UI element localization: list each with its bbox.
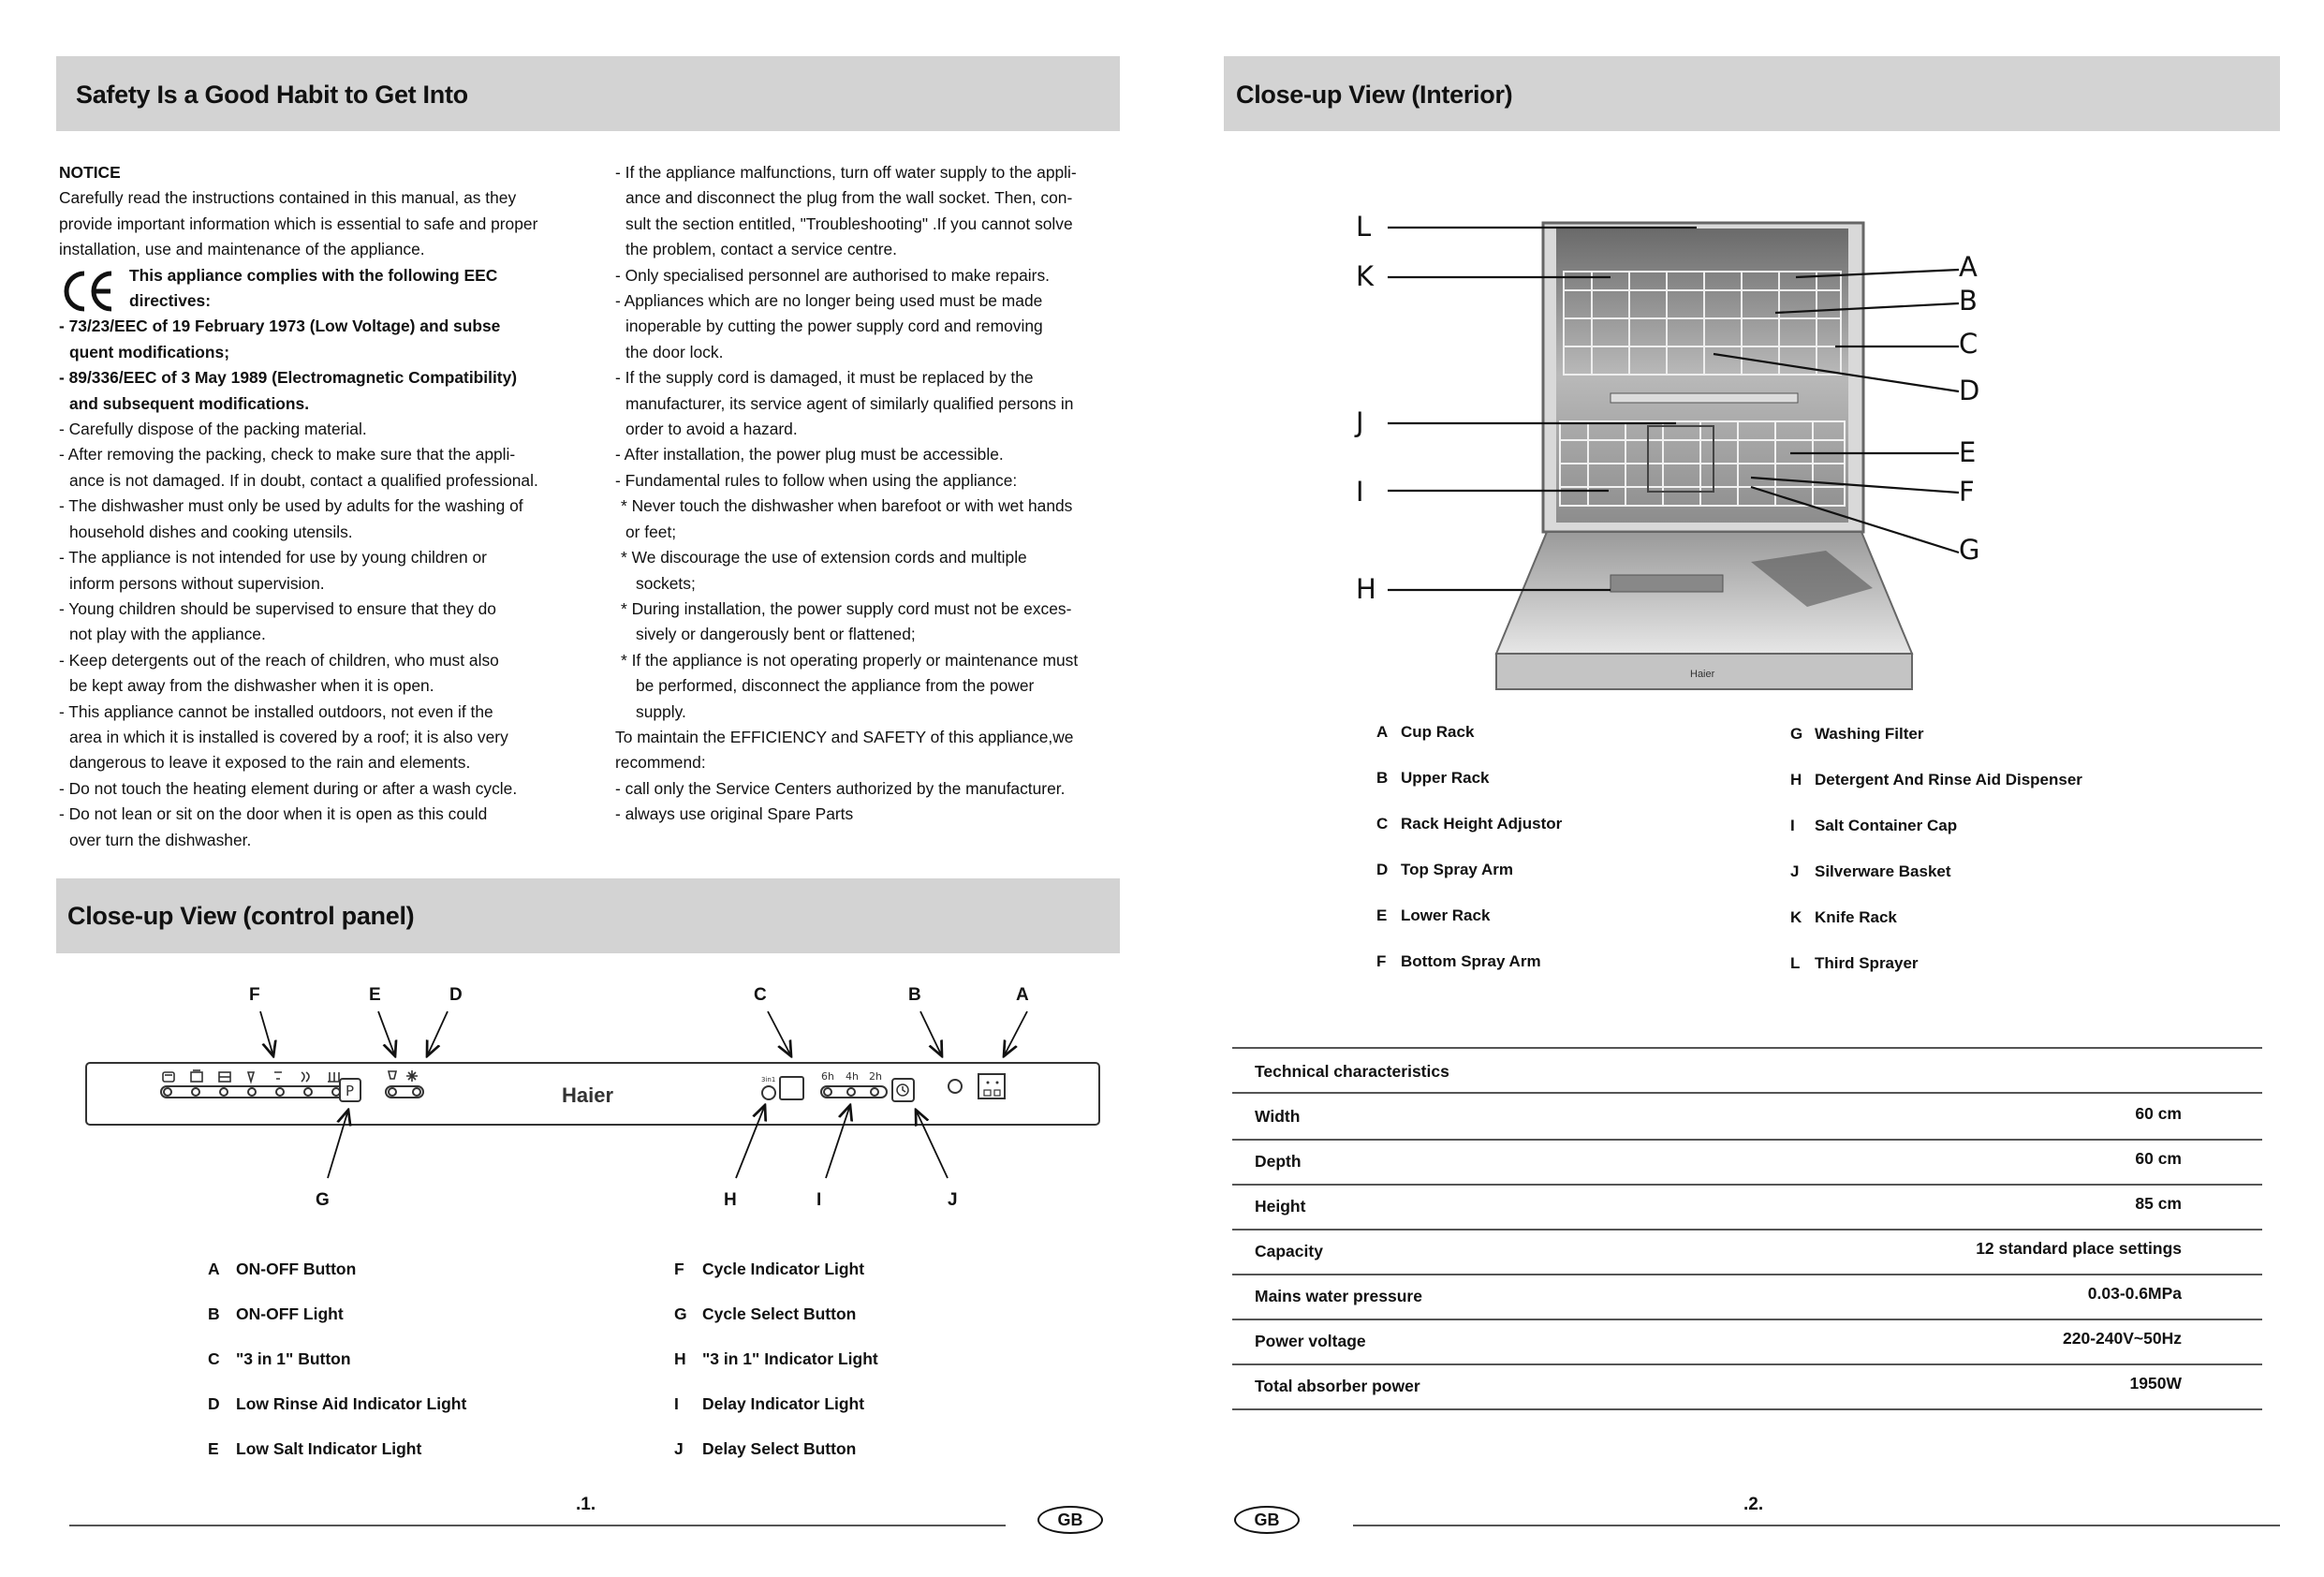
page-number-left: .1. xyxy=(576,1495,596,1514)
parts-legend-item-j xyxy=(1790,862,1951,881)
safety-col2-line: - call only the Service Centers authorized by the manufacturer. xyxy=(615,778,1066,798)
safety-col1-line: household dishes and cooking utensils. xyxy=(69,522,353,541)
parts-legend-key: D xyxy=(1376,861,1389,878)
control-legend-item-i xyxy=(674,1394,864,1414)
interior-label-j: J xyxy=(1356,406,1364,438)
safety-col1-line: This appliance complies with the following EEC xyxy=(129,265,498,285)
interior-label-h: H xyxy=(1356,573,1376,605)
safety-col1-line: ance is not damaged. If in doubt, contact a qualified professional. xyxy=(69,470,538,490)
control-legend-item-g xyxy=(674,1304,856,1324)
control-legend-label: Cycle Indicator Light xyxy=(702,1260,865,1278)
safety-col2-line: * During installation, the power supply cord must not be exces- xyxy=(621,598,1072,618)
on-off-button xyxy=(978,1074,1005,1098)
tech-row xyxy=(1232,1139,2262,1186)
control-legend-label: "3 in 1" Button xyxy=(236,1349,351,1368)
control-legend-label: Cycle Select Button xyxy=(702,1304,857,1323)
parts-legend-label: Cup Rack xyxy=(1401,723,1475,741)
page-number-right: .2. xyxy=(1743,1495,1764,1514)
tech-header-row xyxy=(1232,1049,2262,1094)
safety-column-1 xyxy=(59,160,583,853)
tech-label: Total absorber power xyxy=(1255,1377,1420,1395)
tech-value: 220-240V~50Hz xyxy=(2063,1329,2182,1348)
callout-H: H xyxy=(724,1190,737,1210)
safety-col2-line: - After installation, the power plug must be accessible. xyxy=(615,445,1004,464)
parts-legend-key: I xyxy=(1790,817,1795,834)
control-legend-item-b xyxy=(208,1304,344,1324)
interior-label-l: L xyxy=(1356,211,1372,243)
safety-col1-line: dangerous to leave it exposed to the rain and elements. xyxy=(69,753,471,773)
safety-col1-line: inform persons without supervision. xyxy=(69,573,325,593)
tech-row xyxy=(1232,1274,2262,1320)
parts-legend-label: Salt Container Cap xyxy=(1815,817,1958,834)
tech-row xyxy=(1232,1363,2262,1410)
control-legend-item-a xyxy=(208,1260,356,1279)
tech-title: Technical characteristics xyxy=(1255,1062,1449,1081)
callout-I: I xyxy=(816,1190,822,1210)
control-legend-key: D xyxy=(208,1394,220,1413)
interior-title: Close-up View (Interior) xyxy=(1236,81,1513,109)
safety-col2-line: or feet; xyxy=(625,522,677,541)
parts-legend-label: Upper Rack xyxy=(1401,769,1490,787)
parts-legend-label: Detergent And Rinse Aid Dispenser xyxy=(1815,771,2082,788)
safety-col2-line: * Never touch the dishwasher when barefoot or with wet hands xyxy=(621,496,1073,516)
tech-label: Height xyxy=(1255,1197,1306,1216)
safety-col2-line: sockets; xyxy=(636,573,696,593)
control-legend-key: F xyxy=(674,1260,684,1278)
safety-col2-line: inoperable by cutting the power supply cord and removing xyxy=(625,317,1043,336)
safety-col2-line: - Only specialised personnel are authorised to make repairs. xyxy=(615,265,1050,285)
parts-legend-item-d xyxy=(1376,861,1513,879)
safety-col2-line: - If the supply cord is damaged, it must be replaced by the xyxy=(615,368,1034,388)
interior-label-f: F xyxy=(1959,476,1975,508)
parts-legend-label: Silverware Basket xyxy=(1815,862,1951,880)
safety-col2-line: sult the section entitled, "Troubleshooting" .If you cannot solve xyxy=(625,214,1073,233)
three-in-one-button xyxy=(780,1077,803,1099)
safety-col2-line: be performed, disconnect the appliance from the power xyxy=(636,676,1035,696)
safety-col1-line: - Do not touch the heating element during or after a wash cycle. xyxy=(59,778,518,798)
parts-legend-label: Lower Rack xyxy=(1401,906,1491,924)
parts-legend-item-l xyxy=(1790,954,1919,973)
callout-G: G xyxy=(316,1190,330,1210)
safety-col1-line: - Do not lean or sit on the door when it is open as this could xyxy=(59,804,488,824)
footer-rule-left xyxy=(69,1525,1006,1526)
safety-column-2 xyxy=(615,160,1140,828)
tech-value: 60 cm xyxy=(2135,1104,2182,1123)
control-legend-key: J xyxy=(674,1439,684,1458)
control-legend-key: C xyxy=(208,1349,220,1368)
safety-col1-line: be kept away from the dishwasher when it is open. xyxy=(69,676,434,696)
safety-col2-line: manufacturer, its service agent of similarly qualified persons in xyxy=(625,393,1074,413)
detergent-dispenser xyxy=(1611,575,1723,592)
control-legend-key: B xyxy=(208,1304,220,1323)
safety-col1-line: quent modifications; xyxy=(69,342,230,361)
safety-title: Safety Is a Good Habit to Get Into xyxy=(76,81,468,109)
callout-B: B xyxy=(908,985,921,1005)
parts-legend-item-k xyxy=(1790,908,1897,927)
control-legend-label: Delay Indicator Light xyxy=(702,1394,865,1413)
delay-label-4h: 4h xyxy=(846,1070,859,1083)
interior-label-k: K xyxy=(1356,260,1375,292)
parts-legend-key: E xyxy=(1376,906,1388,924)
control-legend-item-d xyxy=(208,1394,466,1414)
on-off-light xyxy=(949,1080,962,1093)
safety-col2-line: To maintain the EFFICIENCY and SAFETY of this appliance,we xyxy=(615,727,1074,746)
callout-D: D xyxy=(449,985,463,1005)
parts-legend-item-f xyxy=(1376,952,1541,971)
safety-col1-line: provide important information which is essential to safe and proper xyxy=(59,214,538,233)
interior-label-b: B xyxy=(1959,285,1978,317)
safety-col2-line: supply. xyxy=(636,701,686,721)
safety-col2-line: - always use original Spare Parts xyxy=(615,804,854,824)
gb-badge-left: GB xyxy=(1037,1506,1103,1534)
safety-col1-line: - After removing the packing, check to make sure that the appli- xyxy=(59,445,516,464)
parts-legend-key: K xyxy=(1790,908,1802,926)
tech-label: Power voltage xyxy=(1255,1332,1366,1350)
safety-col1-line: directives: xyxy=(129,291,211,311)
control-legend-item-h xyxy=(674,1349,878,1369)
parts-legend-key: B xyxy=(1376,769,1389,787)
parts-legend-key: J xyxy=(1790,862,1800,880)
callout-E: E xyxy=(369,985,381,1005)
safety-col2-line: the problem, contact a service centre. xyxy=(625,240,897,259)
safety-col1-line: over turn the dishwasher. xyxy=(69,830,252,849)
safety-col1-line: - 73/23/EEC of 19 February 1973 (Low Voltage) and subse xyxy=(59,317,501,336)
tech-row xyxy=(1232,1094,2262,1141)
three-in-one-mark: 3in1 xyxy=(761,1076,776,1083)
safety-col1-line: Carefully read the instructions contained in this manual, as they xyxy=(59,188,517,208)
control-legend-key: E xyxy=(208,1439,219,1458)
tech-value: 85 cm xyxy=(2135,1194,2182,1213)
interior-label-c: C xyxy=(1959,328,1978,360)
safety-col1-line: - Young children should be supervised to ensure that they do xyxy=(59,598,496,618)
tech-row xyxy=(1232,1319,2262,1365)
parts-legend-key: A xyxy=(1376,723,1389,741)
parts-legend-label: Knife Rack xyxy=(1815,908,1897,926)
safety-col2-line: * If the appliance is not operating properly or maintenance must xyxy=(621,650,1079,670)
parts-legend-label: Top Spray Arm xyxy=(1401,861,1513,878)
control-legend-key: A xyxy=(208,1260,220,1278)
tech-label: Mains water pressure xyxy=(1255,1287,1422,1305)
safety-col2-line: recommend: xyxy=(615,753,706,773)
tech-value: 1950W xyxy=(2129,1374,2182,1393)
tech-value: 12 standard place settings xyxy=(1976,1239,2182,1258)
parts-legend-key: H xyxy=(1790,771,1802,788)
control-legend-key: H xyxy=(674,1349,686,1368)
tech-label: Depth xyxy=(1255,1152,1302,1171)
control-legend-label: Low Rinse Aid Indicator Light xyxy=(236,1394,467,1413)
parts-legend-key: C xyxy=(1376,815,1389,833)
control-legend-label: ON-OFF Button xyxy=(236,1260,357,1278)
callout-F: F xyxy=(249,985,260,1005)
parts-legend-key: L xyxy=(1790,954,1801,972)
cycle-select-glyph: P xyxy=(346,1083,355,1099)
tech-value: 0.03-0.6MPa xyxy=(2087,1284,2182,1303)
tech-label: Width xyxy=(1255,1107,1301,1126)
safety-col2-line: * We discourage the use of extension cords and multiple xyxy=(621,548,1027,567)
footer-rule-right xyxy=(1353,1525,2280,1526)
parts-legend-label: Bottom Spray Arm xyxy=(1401,952,1541,970)
safety-col1-line: - The dishwasher must only be used by adults for the washing of xyxy=(59,496,523,516)
dishwasher-interior-illustration xyxy=(1339,206,2013,702)
interior-label-g: G xyxy=(1959,534,1980,566)
control-legend-label: Delay Select Button xyxy=(702,1439,857,1458)
safety-col2-line: - If the appliance malfunctions, turn off water supply to the appli- xyxy=(615,163,1077,182)
interior-label-e: E xyxy=(1959,436,1977,468)
control-legend-key: G xyxy=(674,1304,687,1323)
interior-label-d: D xyxy=(1959,375,1980,406)
callout-J: J xyxy=(948,1190,958,1210)
delay-label-2h: 2h xyxy=(869,1070,882,1083)
control-panel-diagram xyxy=(56,974,1133,1227)
parts-legend-item-i xyxy=(1790,817,1957,835)
safety-col1-line: and subsequent modifications. xyxy=(69,393,310,413)
parts-legend-key: G xyxy=(1790,725,1803,743)
control-legend-item-j xyxy=(674,1439,856,1459)
safety-col1-line: NOTICE xyxy=(59,163,121,182)
parts-legend-item-e xyxy=(1376,906,1490,925)
interior-label-i: I xyxy=(1356,476,1364,508)
parts-legend-item-a xyxy=(1376,723,1474,742)
parts-legend-item-b xyxy=(1376,769,1489,788)
safety-col2-line: - Appliances which are no longer being used must be made xyxy=(615,291,1043,311)
control-panel-title: Close-up View (control panel) xyxy=(67,902,415,930)
safety-col1-line: - Carefully dispose of the packing material. xyxy=(59,420,367,439)
control-legend-label: ON-OFF Light xyxy=(236,1304,344,1323)
gb-badge-right: GB xyxy=(1234,1506,1300,1534)
safety-col1-line: - Keep detergents out of the reach of children, who must also xyxy=(59,650,499,670)
parts-legend-label: Rack Height Adjustor xyxy=(1401,815,1563,833)
top-spray-arm xyxy=(1611,393,1798,403)
tech-row xyxy=(1232,1184,2262,1231)
control-legend-key: I xyxy=(674,1394,679,1413)
delay-label-6h: 6h xyxy=(821,1070,834,1083)
safety-col1-line: - 89/336/EEC of 3 May 1989 (Electromagnetic Compatibility) xyxy=(59,368,518,388)
safety-col2-line: order to avoid a hazard. xyxy=(625,420,798,439)
safety-col2-line: the door lock. xyxy=(625,342,724,361)
parts-legend-label: Washing Filter xyxy=(1815,725,1924,743)
safety-col2-line: ance and disconnect the plug from the wall socket. Then, con- xyxy=(625,188,1073,208)
parts-legend-key: F xyxy=(1376,952,1387,970)
parts-legend-item-g xyxy=(1790,725,1924,744)
safety-col1-line: - This appliance cannot be installed outdoors, not even if the xyxy=(59,701,493,721)
control-legend-item-c xyxy=(208,1349,351,1369)
parts-legend-item-c xyxy=(1376,815,1562,833)
safety-col1-line: area in which it is installed is covered by a roof; it is also very xyxy=(69,727,508,746)
safety-col2-line: - Fundamental rules to follow when using the appliance: xyxy=(615,470,1018,490)
control-legend-label: Low Salt Indicator Light xyxy=(236,1439,422,1458)
three-in-one-indicator-light xyxy=(762,1086,775,1099)
callout-A: A xyxy=(1016,985,1029,1005)
safety-col1-line: not play with the appliance. xyxy=(69,625,266,644)
control-legend-item-f xyxy=(674,1260,864,1279)
tech-row xyxy=(1232,1229,2262,1275)
parts-legend-label: Third Sprayer xyxy=(1815,954,1919,972)
control-legend-label: "3 in 1" Indicator Light xyxy=(702,1349,878,1368)
tech-label: Capacity xyxy=(1255,1242,1323,1260)
control-legend-item-e xyxy=(208,1439,421,1459)
callout-C: C xyxy=(754,985,767,1005)
safety-col2-line: sively or dangerously bent or flattened; xyxy=(636,625,916,644)
panel-brand: Haier xyxy=(562,1083,614,1107)
safety-col1-line: installation, use and maintenance of the appliance. xyxy=(59,240,425,259)
interior-label-a: A xyxy=(1959,251,1978,283)
interior-brand: Haier xyxy=(1690,669,1715,680)
tech-value: 60 cm xyxy=(2135,1149,2182,1168)
parts-legend-item-h xyxy=(1790,771,2082,789)
safety-col1-line: - The appliance is not intended for use by young children or xyxy=(59,548,487,567)
